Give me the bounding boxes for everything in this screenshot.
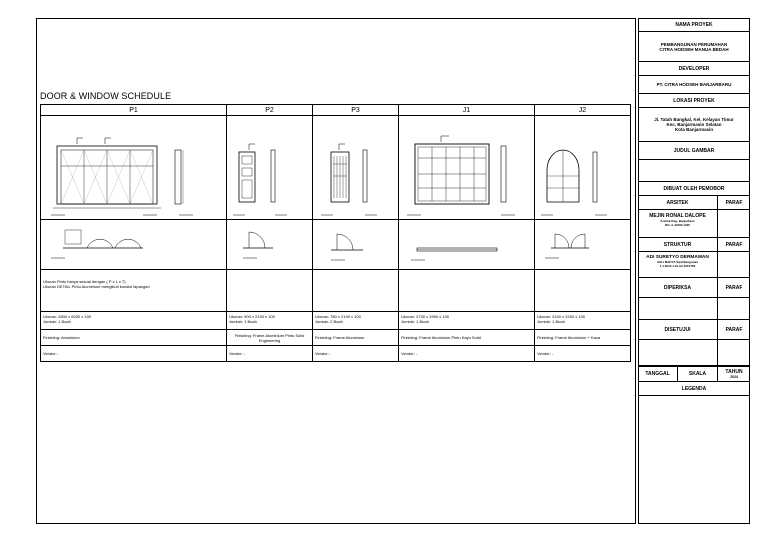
size-value: Ukuran: 780 x 2190 x 100 bbox=[315, 314, 361, 319]
elevation-p3 bbox=[313, 116, 399, 220]
vendor-cell-j2: Vendor: - bbox=[535, 346, 631, 362]
column-header-p1: P1 bbox=[41, 105, 227, 116]
plan-p2 bbox=[227, 220, 313, 270]
size-cell-j1 bbox=[399, 312, 535, 330]
drawing-title-label: JUDUL GAMBAR bbox=[638, 142, 750, 160]
elevation-drawing-p1 bbox=[43, 116, 223, 216]
approved-row bbox=[638, 320, 750, 340]
plan-j1 bbox=[399, 220, 535, 270]
column-header-j1: J1 bbox=[399, 105, 535, 116]
location-label: LOKASI PROYEK bbox=[638, 94, 750, 108]
size-cell-p2 bbox=[227, 312, 313, 330]
finishing-cell-j1: Finishing: Frame Aluminium Pintu Kayu Solid bbox=[399, 330, 535, 346]
checked-sign-row bbox=[638, 298, 750, 320]
vendor-cell-p1: Vendor: - bbox=[41, 346, 227, 362]
plan-drawing-p1 bbox=[43, 220, 223, 266]
plan-drawing-j1 bbox=[401, 220, 533, 266]
column-header-p3: P3 bbox=[313, 105, 399, 116]
developer-name: PT. CITRA HODSEH BANJARBARU bbox=[638, 76, 750, 94]
notes-cell bbox=[41, 270, 227, 312]
scale-label: SKALA bbox=[678, 367, 718, 381]
quantity-value: Jumlah: 1 Buah bbox=[537, 319, 565, 324]
developer-label: DEVELOPER bbox=[638, 62, 750, 76]
vendor-cell-p3: Vendor: - bbox=[313, 346, 399, 362]
architect-paraf-box bbox=[718, 210, 750, 237]
vendor-cell-j1: Vendor: - bbox=[399, 346, 535, 362]
approved-sign-row bbox=[638, 340, 750, 366]
location-line-2: Kec. Banjarmasin Selatan bbox=[666, 122, 722, 127]
size-value: Ukuran: 2730 x 2900 x 100 bbox=[401, 314, 450, 319]
size-cell-j2 bbox=[535, 312, 631, 330]
project-name bbox=[638, 32, 750, 62]
structure-name: ADI SURETYO DERMAWAN bbox=[646, 255, 709, 260]
approved-paraf-box bbox=[718, 340, 750, 365]
architect-row bbox=[638, 210, 750, 238]
year-value: 2024 bbox=[730, 375, 738, 379]
architect-info bbox=[638, 210, 718, 237]
size-value: Ukuran: 2800 x 6000 x 100 bbox=[43, 314, 92, 319]
approved-paraf-label: PARAF bbox=[725, 326, 743, 333]
column-header-p2: P2 bbox=[227, 105, 313, 116]
year-label: TAHUN bbox=[725, 369, 743, 375]
plan-drawing-p2 bbox=[229, 220, 311, 266]
structure-row bbox=[638, 252, 750, 278]
checked-sign-box bbox=[638, 298, 718, 319]
architect-credential: Arsitek Reg. Banjarbaru bbox=[660, 219, 695, 223]
quantity-value: Jumlah: 1 Buah bbox=[401, 319, 429, 324]
quantity-value: Jumlah: 2 Buah bbox=[315, 319, 343, 324]
finishing-cell-p1: Finishing: Aluminium bbox=[41, 330, 227, 346]
architect-label: ARSITEK bbox=[638, 196, 718, 209]
architect-number: NO. A.44200.1325 bbox=[665, 223, 690, 227]
made-by-label: DIBUAT OLEH PEMOBOR bbox=[638, 182, 750, 196]
elevation-drawing-j1 bbox=[401, 116, 533, 216]
architect-paraf-label: PARAF bbox=[725, 199, 743, 206]
finishing-cell-j2: Finishing: Frame Aluminium + Kaca bbox=[535, 330, 631, 346]
elevation-j2 bbox=[535, 116, 631, 220]
door-window-schedule bbox=[40, 104, 631, 362]
note-line: Ukuran DETAIL Pintu Aluminium mengikuti kondisi lapangan bbox=[43, 284, 150, 289]
structure-info bbox=[638, 252, 718, 277]
architect-header-row bbox=[638, 196, 750, 210]
elevation-drawing-p2 bbox=[229, 116, 311, 216]
date-scale-year-row bbox=[638, 366, 750, 382]
checked-paraf-box bbox=[718, 298, 750, 319]
finishing-cell-p2: Finishing: Frame Aluminium Pintu Solid Engineering bbox=[227, 330, 313, 346]
checked-paraf-label: PARAF bbox=[725, 284, 743, 291]
approved-sign-box bbox=[638, 340, 718, 365]
structure-paraf-box bbox=[718, 252, 750, 277]
project-name-line-2: CITRA HODSEH MANUA BEDAH bbox=[659, 46, 729, 52]
finishing-cell-p3: Finishing: Frame Aluminium bbox=[313, 330, 399, 346]
plan-j2 bbox=[535, 220, 631, 270]
approved-label: DISETUJUI bbox=[638, 320, 718, 339]
plan-drawing-j2 bbox=[537, 220, 629, 266]
quantity-value: Jumlah: 1 Buah bbox=[229, 319, 257, 324]
column-header-j2: J2 bbox=[535, 105, 631, 116]
plan-p3 bbox=[313, 220, 399, 270]
vendor-cell-p2: Vendor: - bbox=[227, 346, 313, 362]
plan-drawing-p3 bbox=[315, 220, 397, 266]
elevation-p1 bbox=[41, 116, 227, 220]
structure-paraf-label: PARAF bbox=[725, 241, 743, 248]
structure-credential: AHLI MADYA Sipil Bangunan bbox=[656, 260, 699, 264]
elevation-j1 bbox=[399, 116, 535, 220]
location-line-1: Jl. Tatah Bangkal, Kel. Kelayan Timur bbox=[654, 117, 734, 122]
size-value: Ukuran: 2100 x 2200 x 100 bbox=[537, 314, 586, 319]
project-name-line-1: PEMBANGUNAN PERUMAHAN bbox=[660, 41, 728, 47]
structure-header-row bbox=[638, 238, 750, 252]
location-line-3: Kota Banjarmasin bbox=[674, 127, 714, 132]
plan-p1 bbox=[41, 220, 227, 270]
structure-number: 1.1.3012.1.10.A2.1057769 bbox=[659, 264, 696, 268]
project-label: NAMA PROYEK bbox=[638, 18, 750, 32]
architect-name: MEJIN RONAL DALOPE bbox=[649, 213, 706, 219]
elevation-drawing-j2 bbox=[537, 116, 629, 216]
legend-label: LEGENDA bbox=[638, 382, 750, 396]
elevation-p2 bbox=[227, 116, 313, 220]
quantity-value: Jumlah: 1 Buah bbox=[43, 319, 71, 324]
size-cell-p3 bbox=[313, 312, 399, 330]
drawing-title-value bbox=[638, 160, 750, 182]
date-label: TANGGAL bbox=[638, 367, 678, 381]
checked-row bbox=[638, 278, 750, 298]
size-value: Ukuran: 900 x 2190 x 100 bbox=[229, 314, 275, 319]
location-address bbox=[638, 108, 750, 142]
size-cell-p1 bbox=[41, 312, 227, 330]
structure-label: STRUKTUR bbox=[638, 238, 718, 251]
year-cell bbox=[718, 367, 750, 381]
elevation-drawing-p3 bbox=[315, 116, 397, 216]
checked-label: DIPERIKSA bbox=[638, 278, 718, 297]
schedule-title: DOOR & WINDOW SCHEDULE bbox=[40, 91, 172, 101]
note-line: Ukuran Pintu hanya sesuai dengan ( P x L x T) bbox=[43, 279, 126, 284]
